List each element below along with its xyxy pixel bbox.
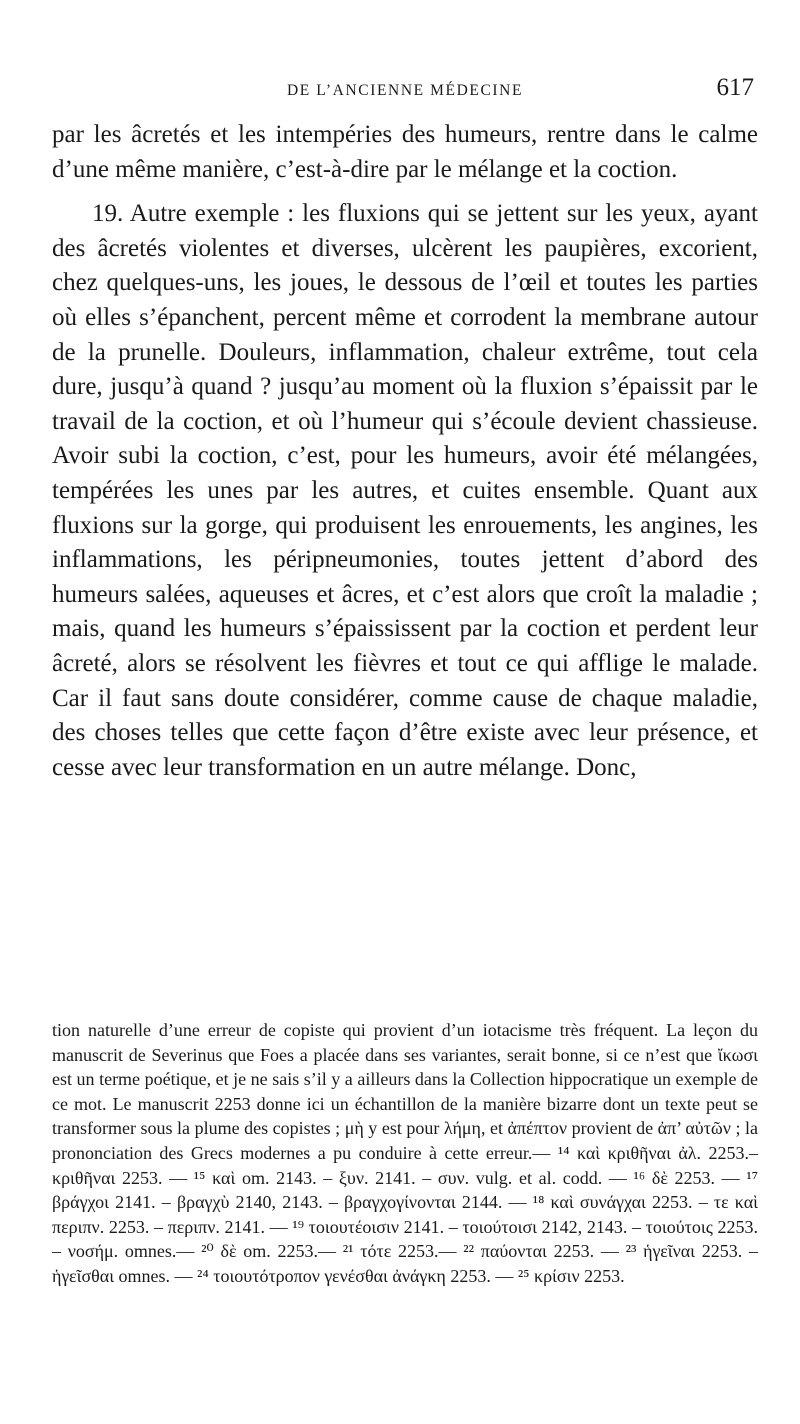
paragraph-19: 19. Autre exemple : les fluxions qui se jettent sur les yeux, ayant des âcretés violentes et diverses, ulcèrent les paupières, excorient, chez quelques-uns, les joues, le dessous de l’œil et toutes les parties où elles s’épanchent, percent même et corrodent la membrane autour de la prunelle. Douleurs, inflammation, chaleur extrême, tout cela dure, jusqu’à quand ? jusqu’au moment où la fluxion s’épaissit par le travail de la coction, et où l’humeur qui s’écoule devient chassieuse. Avoir subi la coction, c’est, pour les humeurs, avoir été mélangées, tempérées les unes par les autres, et cuites ensemble. Quant aux fluxions sur la gorge, qui produisent les enrouements, les angines, les inflammations, les péripneumonies, toutes jettent d’abord des humeurs salées, aqueuses et âcres, et c’est alors que croît la maladie ; mais, quand les humeurs s’épaississent par la coction et perdent leur âcreté, alors se résolvent les fièvres et tout ce qui afflige le malade. Car il faut sans doute considérer, comme cause de chaque maladie, des choses telles que cette façon d’être existe avec leur présence, et cesse avec leur transformation en un autre mélange. Donc, [52,200,758,781]
running-head [52,74,758,118]
book-page [52,0,758,1424]
main-text [52,118,758,785]
paragraph-continuation: par les âcretés et les intempéries des humeurs, rentre dans le calme d’une même manière, c’est-à-dire par le mélange et la coction. [52,121,758,183]
footnotes [52,1018,758,1289]
running-title: DE L’ANCIENNE MÉDECINE [286,82,524,99]
footnote-text: tion naturelle d’une erreur de copiste qui provient d’un iotacisme très fréquent. La leçon du manuscrit de Severinus que Foes a placée dans ses variantes, serait bonne, si ce n’est que ἴκωσι est un terme poétique, et je ne sais s’il y a ailleurs dans la Collection hippocratique un exemple de ce mot. Le manuscrit 2253 donne ici un échantillon de la manière bizarre dont un texte peut se transformer sous la plume des copistes ; μὴ y est pour λήμη, et ἀπέπτον provient de ἀπ’ αὐτῶν ; la prononciation des Grecs modernes a pu conduire à cette erreur.— ¹⁴ καὶ κριθῆναι ἀλ. 2253.– κριθῆναι 2253. — ¹⁵ καὶ om. 2143. – ξυν. 2141. – συν. vulg. et al. codd. — ¹⁶ δὲ 2253. — ¹⁷ βράγχοι 2141. – βραγχὺ 2140, 2143. – βραγχογίνονται 2144. — ¹⁸ καὶ συνάγχαι 2253. – τε καὶ περιπν. 2253. – περιπν. 2141. — ¹⁹ τοιουτέοισιν 2141. – τοιούτοισι 2142, 2143. – τοιούτοις 2253. – νοσήμ. omnes.— ²⁰ δὲ om. 2253.— ²¹ τότε 2253.— ²² παύονται 2253. — ²³ ἡγεῖναι 2253. – ἡγεῖσθαι omnes. — ²⁴ τοιουτότροπον γενέσθαι ἀνάγκη 2253. — ²⁵ κρίσιν 2253. [52,1020,758,1286]
page-number: 617 [716,74,754,101]
